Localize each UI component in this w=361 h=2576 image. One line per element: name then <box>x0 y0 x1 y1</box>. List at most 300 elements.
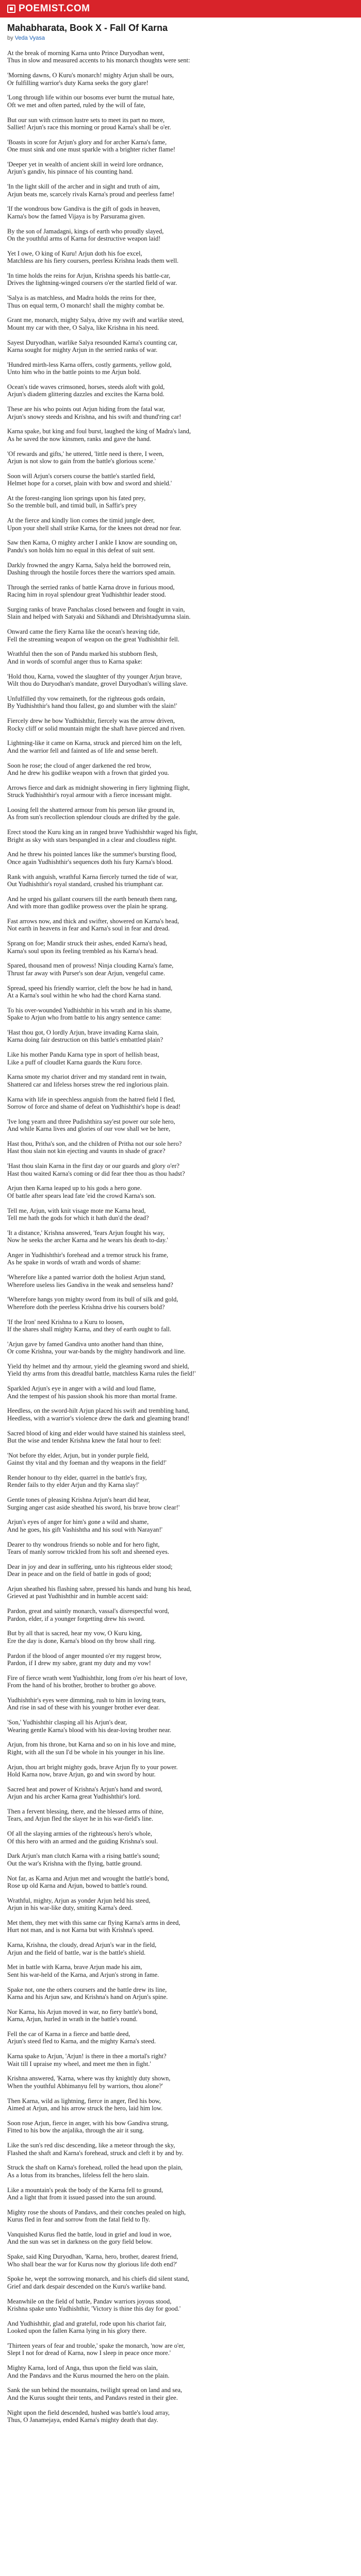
stanza <box>7 673 354 688</box>
poem-line: Karna's bow the famed Vijaya is by Parsurama given. <box>7 212 145 220</box>
poem-line: When the youthful Abhimanyu fell by warriors, thou alone?' <box>7 2082 163 2090</box>
stanza <box>7 2097 354 2112</box>
poem-line: Spread, speed his friendly warrior, cleft the bow he had in hand, <box>7 984 173 992</box>
stanza <box>7 2209 354 2224</box>
poem-line: Karna spake to Arjun, 'Arjun! is there in thee a mortal's right? <box>7 2053 167 2060</box>
poem-line: Struck Yudhishthir's royal armour with a fierce incessant might. <box>7 791 172 799</box>
poem-line: 'Ive long yearn and three Pudishthira say'est power our sole hero, <box>7 1117 175 1125</box>
stanza <box>7 1852 354 1867</box>
stanza <box>7 1007 354 1022</box>
stanza <box>7 250 354 265</box>
poem-line: Karna, Arjun, hurled in wrath in the battle's round. <box>7 2015 138 2023</box>
stanza <box>7 1719 354 1734</box>
poem-line: Karna, Krishna, the cloudy, dread Arjun's war in the field, <box>7 1941 157 1949</box>
poem-line: By Yudhishthir's hand thou fallest, go and slumber with the slain!' <box>7 702 177 710</box>
poem-title: Mahabharata, Book X - Fall Of Karna <box>7 23 168 33</box>
poem-line: 'Long through life within our bosoms ever burnt the mutual hate, <box>7 94 175 101</box>
stanza <box>7 1808 354 1823</box>
poem-line: Krishna answered, 'Karna, where was thy knightly duty shown, <box>7 2075 171 2082</box>
stanza <box>7 1096 354 1111</box>
poem-line: 'In time holds the reins for Arjun, Krishna speeds his battle-car, <box>7 272 171 280</box>
poem-line: Arjun's steed fled to Karna, and the mighty Karna's steed. <box>7 2038 156 2045</box>
poem-line: Arjun in his war-like duty, smiting Karna's deed. <box>7 1904 133 1912</box>
stanza <box>7 339 354 354</box>
stanza <box>7 806 354 821</box>
stanza <box>7 2008 354 2023</box>
poem-line: Vanquished Kurus fled the battle, loud in grief and loud in woe, <box>7 2230 172 2238</box>
poem-line: Wherefore useless lies Gandiva in the weak and senseless hand? <box>7 1281 173 1289</box>
stanza <box>7 2275 354 2290</box>
poem-line: Spared, thousand men of prowess! Ninja clouding Karna's fame, <box>7 962 174 970</box>
poem-line: Ere the day is done, Karna's blood on thy brow shall ring. <box>7 1637 156 1645</box>
stanza <box>7 228 354 243</box>
poem-line: 'Hold thou, Karna, vowed the slaughter of thy younger Arjun brave, <box>7 672 182 680</box>
poem-line: Drives the lightning-winged coursers o'er the startled field of war. <box>7 279 177 287</box>
poem-line: Tell me, Arjun, with knit visage mote me Karna head, <box>7 1207 146 1214</box>
poem-line: Through the serried ranks of battle Karna drove in furious mood, <box>7 583 175 591</box>
poem-line: At the forest-ranging lion springs upon his fated prey, <box>7 495 146 502</box>
poem-line: Not far, as Karna and Arjun met and wrought the battle's bond, <box>7 1874 169 1882</box>
stanza <box>7 873 354 888</box>
stanza <box>7 962 354 977</box>
stanza <box>7 161 354 176</box>
poem-line: At the break of morning Karna unto Prince Duryodhan went, <box>7 49 165 57</box>
stanza <box>7 828 354 843</box>
stanza <box>7 1518 354 1533</box>
stanza <box>7 1741 354 1756</box>
poem-line: Arjun beats me, scarcely rivals Karna's proud and peerless fame! <box>7 190 175 198</box>
stanza <box>7 205 354 220</box>
poem-line: Surging anger cast aside sheathed his sword, his brave brow clear!' <box>7 1503 180 1511</box>
poem-line: And the warrior fell and fainted as of life and sense bereft. <box>7 747 158 754</box>
poem-line: Mount my car with thee, O Salya, like Krishna in his need. <box>7 324 159 331</box>
stanza <box>7 1941 354 1956</box>
poem-line: 'If the Iron' need Krishna to a Kuru to loosen, <box>7 1318 124 1326</box>
stanza <box>7 1452 354 1467</box>
poem-line: Arjun sheathed his flashing sabre, pressed his hands and hung his head, <box>7 1585 192 1593</box>
stanza <box>7 72 354 87</box>
poem-line: Dark Arjun's man clutch Karna with a rising battle's sound; <box>7 1852 160 1860</box>
stanza <box>7 2075 354 2090</box>
stanza <box>7 851 354 866</box>
site-logo[interactable] <box>7 3 90 14</box>
stanza <box>7 1474 354 1489</box>
stanza <box>7 2187 354 2201</box>
poem-line: Pardon, elder, if a younger forgetting drew his sword. <box>7 1615 145 1622</box>
poem-line: Karna with life in speechless anguish from the hatred field I fled, <box>7 1095 175 1103</box>
poem-line: 'Salya is as matchless, and Madra holds the reins for thee, <box>7 294 156 302</box>
stanza <box>7 1963 354 1978</box>
poem-line: Of battle after spears lead fate 'eid the crowd Karna's son. <box>7 1192 156 1199</box>
poem-line: 'Thirteen years of fear and trouble,' spake the monarch, 'now are o'er, <box>7 2342 185 2349</box>
poem-line: Sent his war-held of the Karna, and Arjun's strong in fame. <box>7 1971 159 1978</box>
stanza <box>7 1363 354 1378</box>
stanza <box>7 2231 354 2246</box>
poem-line: Pardon, if I drew my sabre, grant my duty and my vow! <box>7 1659 151 1667</box>
stanza <box>7 1385 354 1400</box>
poem-line: Shattered car and lifeless horses strew the red inglorious plain. <box>7 1080 169 1088</box>
poem-line: Kurus fled in fear and sorrow from the fatal field to fly. <box>7 2216 150 2224</box>
poem-line: Tell me hath the gods for which it hath dun'd the dead? <box>7 1214 149 1222</box>
poem-header <box>7 23 354 41</box>
poem-line: Erect stood the Kuru king an in ranged brave Yudhishthir waged his fight, <box>7 828 198 836</box>
stanza <box>7 183 354 198</box>
poem-line: Wait till I upraise my wheel, and meet me then in fight.' <box>7 2060 151 2067</box>
site-logo-text: POEMIST.COM <box>19 3 90 14</box>
poem-line: Gainst thy vital and thy foeman and thy weapons in the field!' <box>7 1459 167 1467</box>
poem-line: Arjun and the field of battle, war is the battle's shield. <box>7 1948 146 1956</box>
poem-line: And the Kurus sought their tents, and Pandavs rested in their glee. <box>7 2394 178 2401</box>
poem-line: Who shall bear the war for Kurus now thy glorious life doth end?' <box>7 2260 177 2268</box>
stanza <box>7 1607 354 1622</box>
poem-line: Hold Karna now, brave Arjun, go and win sword by hour. <box>7 1771 156 1778</box>
poem-line: Dashing through the hostile forces there the warriors sped amain. <box>7 569 176 577</box>
stanza <box>7 1229 354 1244</box>
poem-line: Fitted to his bow the anjalika, through the air it sung. <box>7 2127 144 2134</box>
poem-line: Spake not, one the others coursers and the battle drew its line, <box>7 1986 167 1993</box>
stanza <box>7 1674 354 1689</box>
stanza <box>7 294 354 309</box>
poem-line: And a light that from it issued passed into the sun around. <box>7 2193 156 2201</box>
stanza <box>7 139 354 154</box>
stanza <box>7 895 354 910</box>
stanza <box>7 2342 354 2357</box>
stanza <box>7 2386 354 2401</box>
stanza <box>7 1541 354 1556</box>
stanza <box>7 1073 354 1088</box>
stanza <box>7 1875 354 1890</box>
poem-line: Bright as sky with stars bespangled in a clear and cloudless night. <box>7 836 177 843</box>
poem-line: But by all that is sacred, hear my vow, O Kuru king, <box>7 1630 142 1637</box>
poem-line: Yet I owe, O king of Kuru! Arjun doth his foe excel, <box>7 249 142 257</box>
stanza <box>7 1051 354 1066</box>
poem-line: Fell the streaming weapon of weapon on the great Yudhishthir fell. <box>7 635 179 643</box>
stanza <box>7 361 354 376</box>
poem-line: If the shares shall mighty Karna, and they of earth ought to fall. <box>7 1325 171 1333</box>
poem-line: Sank the sun behind the mountains, twilight spread on land and sea, <box>7 2386 183 2394</box>
stanza <box>7 539 354 554</box>
poem-line: Dearer to thy wondrous friends so noble and for hero fight, <box>7 1540 160 1548</box>
poem-line: On the youthful arms of Karna for destructive weapon laid! <box>7 235 161 243</box>
poem-line: Heedless, with a warrior's violence drew the dark and gleaming brand! <box>7 1414 190 1422</box>
poem-line: Darkly frowned the angry Karna, Salya held the borrowed rein, <box>7 561 171 569</box>
poem-line: Aimed at Arjun, and his arrow struck the hero, laid him low. <box>7 2105 163 2112</box>
poem-line: Sparkled Arjun's eye in anger with a wild and loud flame, <box>7 1385 156 1393</box>
poem-line: Hast thou, Pritha's son, and the children of Pritha not our sole hero? <box>7 1140 182 1147</box>
poem-line: Fiercely drew he bow Yudhishthir, fiercely was the arrow driven, <box>7 717 175 725</box>
poem-line: And he goes, his gift Vashishtha and his soul with Narayan!' <box>7 1526 162 1533</box>
poem-line: Then a fervent blessing, there, and the blessed arms of thine, <box>7 1808 164 1816</box>
stanza <box>7 985 354 999</box>
stanza <box>7 1786 354 1801</box>
poem-line: And the sun was set in darkness on the gory field below. <box>7 2238 153 2246</box>
poem-line: Hast thou waited Karna's coming or did fear thee thou as thou hadst? <box>7 1170 185 1177</box>
poem-line: Render fails to thy elder Arjun and thy Karna slay!' <box>7 1481 139 1489</box>
poem-line: Flashed the shaft and Karna's forehead, struck and cleft it by and by. <box>7 2149 184 2157</box>
stanza <box>7 1162 354 1177</box>
poem-line: Pandu's son holds him no equal in this defeat of suit sent. <box>7 546 155 554</box>
poem-line: Grant me, monarch, mighty Salya, drive my swift and warlike steed, <box>7 316 184 324</box>
poem-line: Gentle tones of pleasing Krishna Arjun's heart did hear, <box>7 1496 151 1504</box>
stanza <box>7 650 354 665</box>
poem-line: Thus, O Janamejaya, ended Karna's mighty death that day. <box>7 2416 158 2424</box>
poem-line: Render honour to thy elder, quarrel in the battle's fray, <box>7 1474 147 1481</box>
poem-line: And the tempest of his passion shook his more than mortal frame. <box>7 1392 177 1400</box>
poem-line: As from sun's recollection splendour clouds are drifted by the gale. <box>7 814 180 821</box>
stanza <box>7 2364 354 2379</box>
poem-line: Dear in peace and on the field of battle in gods of good; <box>7 1570 152 1578</box>
stanza <box>7 918 354 933</box>
stanza <box>7 1184 354 1199</box>
poem-line: Arjun's snowy steeds and Krishna, and his swift and thund'ring car! <box>7 413 182 420</box>
poem-line: Soon will Arjun's corsers course the battle's startled field, <box>7 472 155 480</box>
poem-line: At a Karna's soul within he who had the chord Karna stand. <box>7 991 161 999</box>
stanza <box>7 2409 354 2424</box>
poem-line: Out Yudhishthir's royal standard, crushed his triumphant car. <box>7 880 163 888</box>
poem-line: 'Morning dawns, O Kuru's monarch! mighty Arjun shall be ours, <box>7 72 174 79</box>
poem-line: 'Son,' Yudhishthir clasping all his Arjun's dear, <box>7 1719 127 1726</box>
poem-line: Thus on equal term, O monarch! shall the mighty combat be. <box>7 301 165 309</box>
poem-line: Arjun's diadem glittering dazzles and excites the Karna bold. <box>7 391 165 398</box>
poem-line: Karna smote my chariot driver and my standard rent in twain, <box>7 1073 167 1081</box>
poem-line: And he threw his pointed lances like the summer's bursting flood, <box>7 851 177 858</box>
poem-line: Met in battle with Karna, brave Arjun made his aim, <box>7 1963 142 1971</box>
stanza <box>7 428 354 443</box>
poem-line: 'Hast thou got, O lordly Arjun, brave invading Karna slain, <box>7 1028 159 1036</box>
poem-line: At the fierce and kindly lion comes the timid jungle deer, <box>7 517 155 524</box>
poem-line: Grieved at past Yudhishthir and in humble accent said: <box>7 1592 149 1600</box>
poem-line: Dear in joy and dear in suffering, unto his righteous elder stood; <box>7 1563 173 1570</box>
stanza <box>7 1764 354 1778</box>
poem-line: Rocky cliff or solid mountain might the shaft have pierced and riven. <box>7 724 186 732</box>
poem-line: 'Hast thou slain Karna in the first day or our guards and glory o'er? <box>7 1162 179 1170</box>
poem-line: Or fulfilling warrior's duty Karna seeks the gory glare! <box>7 79 149 87</box>
poem-line: Now he seeks the archer Karna and he wears his death to-day.' <box>7 1236 168 1244</box>
stanza <box>7 717 354 732</box>
poem-line: These are his who points out Arjun hiding from the fatal war, <box>7 405 165 413</box>
poem-line: Sorrow of force and shame of defeat on Yudhishthir's hope is dead! <box>7 1103 181 1110</box>
stanza <box>7 1919 354 1934</box>
poem-line: Sacred blood of king and elder would have stained his stainless steel, <box>7 1429 186 1437</box>
stanza <box>7 2320 354 2335</box>
poem-line: Unto him who in the battle points to me Arjun bold. <box>7 368 141 376</box>
stanza <box>7 272 354 287</box>
poem-line: Helmet hope for a corset, plain with bow and sword and shield.' <box>7 480 172 487</box>
stanza <box>7 1407 354 1422</box>
poem-line: So the tremble bull, and timid bull, in Saffir's prey <box>7 502 137 510</box>
poem-line: Wrathful, mighty, Arjun as yonder Arjun held his steed, <box>7 1896 151 1904</box>
poem-line: Arjun then Karna leaped up to his gods a hero gone. <box>7 1184 142 1192</box>
stanza <box>7 2053 354 2067</box>
poem-line: Arjun is not slow to gain from the battle's glorious scene.' <box>7 457 156 465</box>
stanza <box>7 1430 354 1445</box>
poem-line: Surging ranks of brave Panchalas closed between and fought in vain, <box>7 606 185 614</box>
stanza <box>7 94 354 109</box>
poem-line: Hast thou slain not kin ejecting and vaunts in shade of grace? <box>7 1147 166 1155</box>
poem-line: 'If the wondrous bow Gandiva is the gift of gods in heaven, <box>7 205 160 213</box>
poem-line: Karna and his Arjun saw, and Krishna's hand on Arjun's spine. <box>7 1993 168 2001</box>
poem-line: Wrathful then the son of Pandu marked his stubborn flesh, <box>7 650 158 658</box>
stanza <box>7 2120 354 2134</box>
poem-line: Arjun, thou art bright mighty gods, brave Arjun fly to your power. <box>7 1763 178 1771</box>
poem-line: Yield thy helmet and thy armour, yield the gleaming sword and shield, <box>7 1362 189 1370</box>
poem-line: Meanwhile on the field of battle, Pandav warriors joyous stood, <box>7 2297 172 2305</box>
stanza <box>7 1296 354 1311</box>
stanza <box>7 1251 354 1266</box>
poem-line: Tears, and Arjun fled the slayer he in his war-field's line. <box>7 1815 153 1823</box>
stanza <box>7 472 354 487</box>
poem-line: Pardon, great and saintly monarch, vassal's disrespectful word, <box>7 1607 169 1615</box>
poem-line: Nor Karna, his Arjun moved in war, no fiery battle's bond, <box>7 2008 158 2015</box>
stanza <box>7 495 354 510</box>
stanza <box>7 1274 354 1289</box>
poem-line: Krishna spake unto Yudhishthir, 'Victory is thine this day for good.' <box>7 2304 181 2312</box>
poem-line: Met them, they met with this same car flying Karna's arms in deed, <box>7 1919 180 1927</box>
poem-line: And he urged his gallant coursers till the earth beneath them rang, <box>7 895 177 903</box>
poem-line: Yudhishthir's eyes were dimming, rush to him in loving tears, <box>7 1697 166 1704</box>
stanza <box>7 628 354 643</box>
top-bar <box>0 0 361 18</box>
poem-line: Karna doing fair destruction on this battle's embattled plain? <box>7 1036 163 1044</box>
stanza <box>7 517 354 532</box>
poem-line: Karna sought for mighty Arjun in the serried ranks of war. <box>7 346 158 354</box>
stanza <box>7 695 354 710</box>
poem-line: Or come Krishna, your war-bands by the mighty handiwork and line. <box>7 1348 186 1355</box>
stanza <box>7 405 354 420</box>
stanza <box>7 450 354 465</box>
stanza <box>7 2298 354 2313</box>
poem-line: Of this hero with an armed and the guiding Krishna's soul. <box>7 1837 158 1845</box>
poem-line: Slept I not for dread of Karna, now I sleep in peace once more.' <box>7 2349 171 2357</box>
poem-line: But our sun with crimson lustre sets to meet its part no more, <box>7 116 165 124</box>
poem-line: To his over-wounded Yudhishthir in his wrath and in his shame, <box>7 1006 172 1014</box>
poem-line: One must sink and one must sparkle with a brighter richer flame! <box>7 146 175 154</box>
poem-line: Arjun's eyes of anger for him's gone a wild and shame, <box>7 1518 149 1526</box>
stanza <box>7 606 354 621</box>
poem-line: Not earth in heavens in fear and Karna's soul in fear and dread. <box>7 925 170 933</box>
poem-line: Pardon if the blood of anger mounted o'er my ruggest brow, <box>7 1652 161 1659</box>
poem-line: Onward came the fiery Karna like the ocean's heaving tide, <box>7 628 160 636</box>
poem-line: 'Wherefore hangs yon mighty sword from its bull of silk and gold, <box>7 1296 178 1303</box>
poem-line: Anger in Yudhishthir's forehead and a tremor struck his frame, <box>7 1251 169 1259</box>
poem-line: Spoke he, wept the sorrowing monarch, and his chiefs did silent stand, <box>7 2275 189 2283</box>
poem-line: Sayest Duryodhan, warlike Salya resounded Karna's counting car, <box>7 338 177 346</box>
stanza <box>7 2253 354 2268</box>
poem-line: As he spake in words of wrath and words of shame: <box>7 1259 141 1266</box>
poem-line: Salliet! Arjun's race this morning or proud Karna's shall be o'er. <box>7 124 171 131</box>
stanza <box>7 383 354 398</box>
poem-line: Like a puff of cloudlet Karna guards the Kuru force. <box>7 1058 142 1066</box>
poem-line: Tears of manly sorrow trickled from his soft and sheened eyes. <box>7 1548 169 1556</box>
stanza <box>7 1118 354 1133</box>
poem-line: Soon rose Arjun, fierce in anger, with his bow Gandiva strung, <box>7 2119 169 2127</box>
stanza <box>7 1318 354 1333</box>
byline <box>7 35 354 41</box>
poem-line: Heedless, on the sword-hilt Arjun placed his swift and trembling hand, <box>7 1407 190 1415</box>
poem-line: Karna's soul upon its feeling trembled as his Karna's head. <box>7 947 158 955</box>
poem-line: Fell the car of Karna in a fierce and battle deed, <box>7 2030 130 2038</box>
poem-line: 'In the light skill of the archer and in sight and truth of aim, <box>7 183 160 191</box>
stanza <box>7 1496 354 1511</box>
poem-line: Once again Yudhishthir's sequences doth his fury Karna's blood. <box>7 858 173 866</box>
stanza <box>7 1207 354 1222</box>
poem-line: Saw then Karna, O mighty archer I ankle I know are sounding on, <box>7 539 177 547</box>
stanza <box>7 940 354 955</box>
poem-line: Thrust far away with Purser's son dear Arjun, vengeful came. <box>7 969 165 977</box>
poem-line: And with more than godlike prowess over the plain he sprang. <box>7 903 168 910</box>
poem-line: Like the sun's red disc descending, like a meteor through the sky, <box>7 2142 175 2149</box>
poem-line: Oft we met and often parted, ruled by the will of fate, <box>7 101 145 109</box>
poem-line: Unfulfilled thy vow remaineth, for the righteous gods ordain, <box>7 694 166 702</box>
poem-line: Slain and helped with Satyaki and Sikhandi and Dhrishtadyumna slain. <box>7 613 191 621</box>
stanza <box>7 1697 354 1711</box>
poem-line: Upon your shell shall strike Karna, for the knees not dread nor fear. <box>7 524 182 532</box>
poem-line: Fire of fierce wrath went Yudhishthir, long from o'er his heart of love, <box>7 1674 188 1682</box>
poem-line: Rank with anguish, wrathful Karna fiercely turned the tide of war, <box>7 873 178 880</box>
poem-line: Night upon the field descended, hushed was battle's loud array, <box>7 2409 170 2416</box>
stanza <box>7 2030 354 2045</box>
byline-prefix: by <box>7 35 13 41</box>
poem-line: 'Arjun gave by famed Gandiva unto another hand than thine, <box>7 1340 163 1348</box>
stanza <box>7 584 354 599</box>
stanza <box>7 1630 354 1645</box>
poem-line: By the son of Jamadagni, kings of earth who proudly slayed, <box>7 227 164 235</box>
poem-line: Soon he rose; the cloud of anger darkened the red brow, <box>7 761 152 769</box>
poem-line: Lightning-like it came on Karna, struck and pierced him on the left, <box>7 739 182 747</box>
poem-line: From the hand of his brother, brother to brother go above. <box>7 1682 157 1689</box>
stanza <box>7 739 354 754</box>
poem-line: And in words of scornful anger thus to Karna spake: <box>7 657 143 665</box>
poem-line: And Yudhishthir, glad and grateful, rode upon his chariot fair, <box>7 2319 167 2327</box>
poem-line: Mighty Karna, lord of Anga, thus upon the field was slain, <box>7 2364 158 2372</box>
poem-line: As he saved the now kinsmen, ranks and gave the hand. <box>7 435 152 443</box>
author-link[interactable]: Veda Vyasa <box>14 35 45 41</box>
poem-line: Arjun, from his throne, but Karna and so on in his love and mine, <box>7 1741 176 1749</box>
stanza <box>7 1830 354 1845</box>
stanza <box>7 1652 354 1667</box>
poem-line: Out the war's Krishna with the flying, battle ground. <box>7 1859 142 1867</box>
poem-line: 'Wherefore like a panted warrior doth the holiest Arjun stand, <box>7 1274 166 1281</box>
stanza <box>7 116 354 131</box>
poem-line: Fast arrows now, and thick and swifter, showered on Karna's head, <box>7 917 179 925</box>
poem-line: Of all the slaying armies of the righteous's hero's whole, <box>7 1830 152 1838</box>
poem-line: Thus in slow and measured accents to his monarch thoughts were sent: <box>7 57 190 64</box>
poem-line: Then Karna, wild as lightning, fierce in anger, fled his bow, <box>7 2097 161 2105</box>
poem-line: Wilt thou do Duryodhan's mandate, grovel Duryodhan's willing slave. <box>7 680 188 688</box>
stanza <box>7 1585 354 1600</box>
poem-line: 'Of rewards and gifts,' he uttered, 'little need is there, I ween, <box>7 450 164 457</box>
poem-line: As a lotus from its branches, lifeless fell the hero slain. <box>7 2171 149 2179</box>
stanza <box>7 2164 354 2179</box>
poem-line: Ocean's tide waves crimsoned, horses, steeds aloft with gold, <box>7 383 165 391</box>
poem-line: Like a mountain's peak the body of the Karna fell to ground, <box>7 2186 163 2194</box>
stanza <box>7 1341 354 1355</box>
poem-line: 'Not before thy elder, Arjun, but in yonder purple field, <box>7 1451 149 1459</box>
stanza <box>7 49 354 64</box>
poem-line: Spake to Arjun who from battle to his angry sentence came: <box>7 1014 162 1022</box>
poem-line: 'It a distance,' Krishna answered, 'fears Arjun fought his way, <box>7 1229 165 1236</box>
poem-line: And he drew his godlike weapon with a frown that girded you. <box>7 769 169 776</box>
poem-line: Yield thy arms from this dreadful battle, matchless Karna rules the field!' <box>7 1370 196 1378</box>
poem-line: And rise in sad of these with his younger brother ever dear. <box>7 1704 160 1711</box>
poem-line: Racing him in royal splendour great Yudhishthir leader stood. <box>7 591 167 599</box>
poem-line: Sacred heat and power of Krishna's Arjun's hand and sword, <box>7 1785 162 1793</box>
poem-line: 'Boasts in score for Arjun's glory and for archer Karna's fame, <box>7 138 167 146</box>
poem-line: Wherefore doth the peerless Krishna drive his coursers bold? <box>7 1303 165 1311</box>
stanza <box>7 316 354 331</box>
poem-line: Matchless are his fiery coursers, peerless Krishna leads them well. <box>7 257 179 265</box>
stanza <box>7 762 354 777</box>
